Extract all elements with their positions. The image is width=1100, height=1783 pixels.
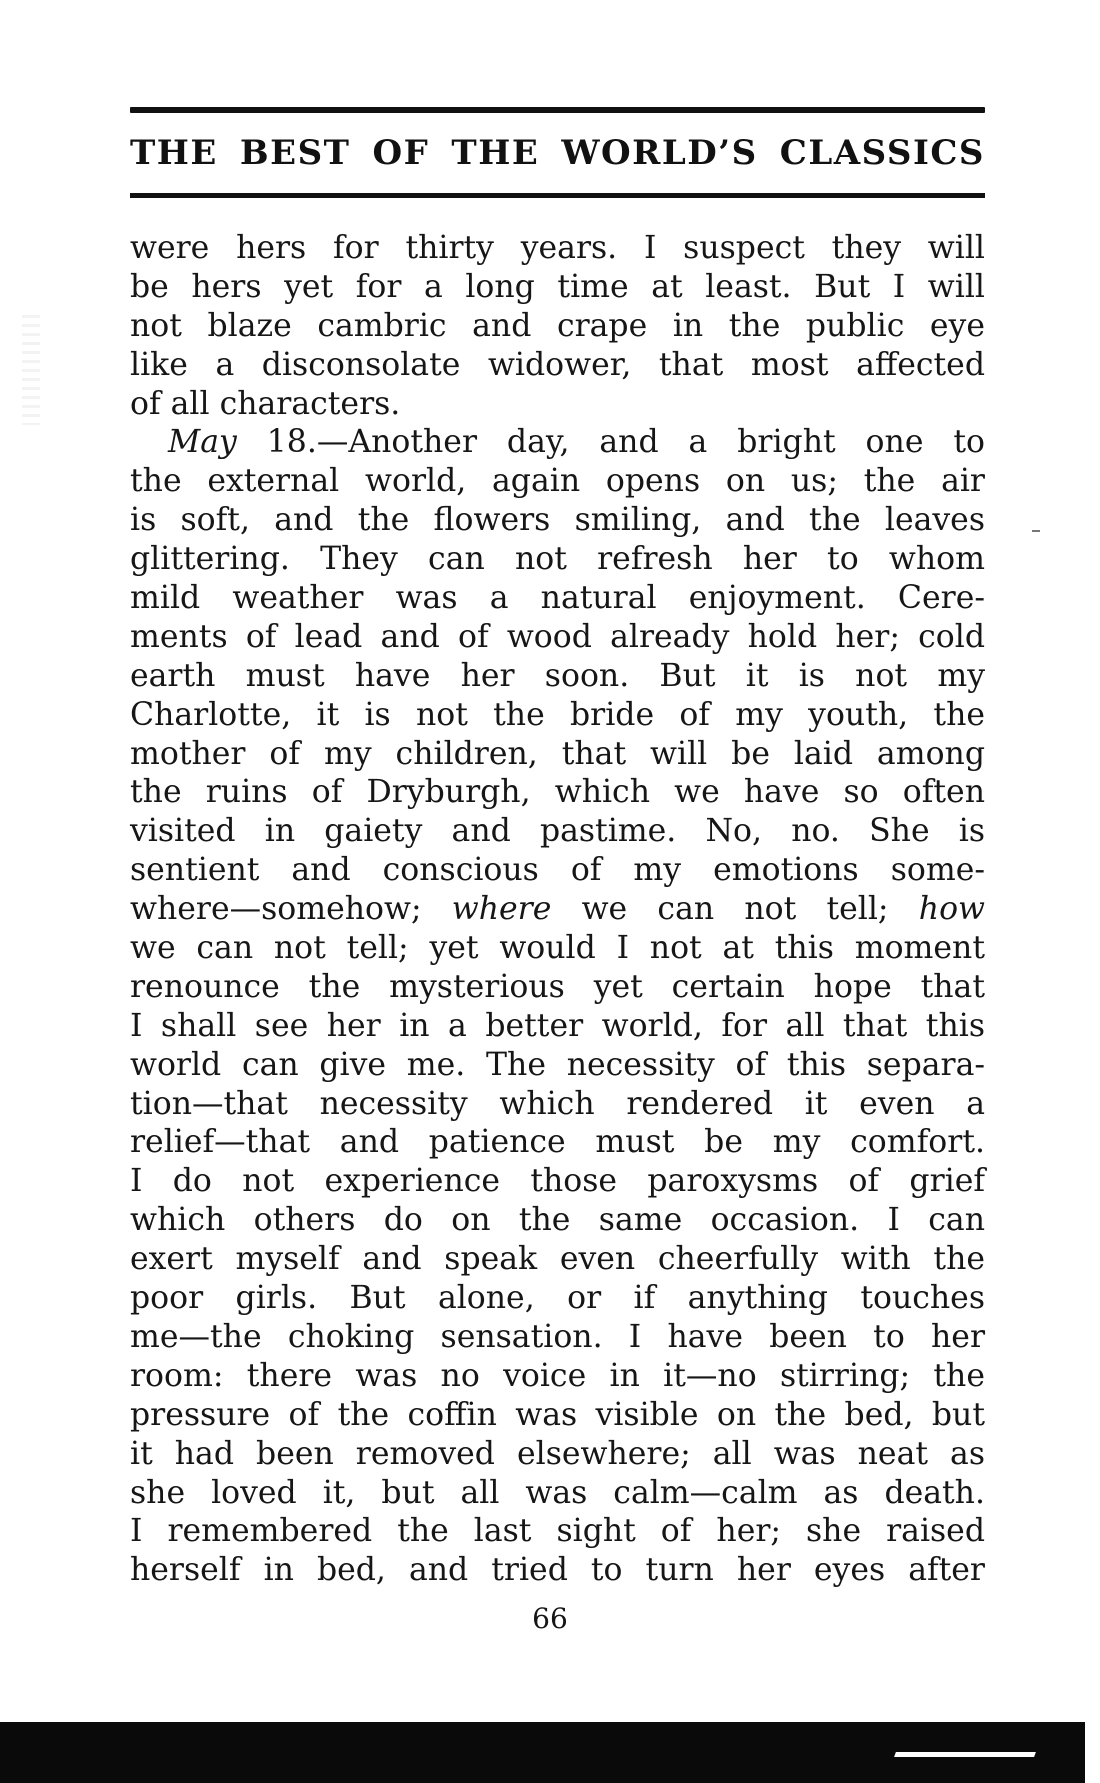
text-line: renounce the mysterious yet certain hope that	[130, 968, 985, 1005]
text-line: mother of my children, that will be laid among	[130, 735, 985, 772]
text-line: it had been removed elsewhere; all was neat as	[130, 1435, 985, 1472]
running-head: THE BEST OF THE WORLD’S CLASSICS	[130, 133, 985, 173]
text-line: visited in gaiety and pastime. No, no. She is	[130, 813, 985, 850]
text-line: of all characters.	[130, 385, 401, 422]
text-line: I do not experience those paroxysms of grief	[130, 1163, 985, 1200]
body-text	[130, 229, 985, 1590]
scan-mark	[1032, 530, 1040, 532]
text-line: which others do on the same occasion. I can	[130, 1202, 985, 1239]
text-line: tion—that necessity which rendered it even a	[130, 1085, 985, 1122]
text-line: mild weather was a natural enjoyment. Cere-	[130, 580, 985, 617]
line-segment: we can not tell;	[551, 891, 919, 928]
text-line: exert myself and speak even cheerfully with the	[130, 1241, 985, 1278]
text-line: be hers yet for a long time at least. But I will	[130, 268, 985, 305]
text-line: pressure of the coffin was visible on the bed, but	[130, 1396, 985, 1433]
text-line-entry-start	[130, 423, 985, 462]
page-number: 66	[532, 1602, 568, 1635]
text-line: she loved it, but all was calm—calm as death.	[130, 1474, 985, 1511]
text-line-italic-mix	[130, 890, 985, 929]
text-line: herself in bed, and tried to turn her eyes after	[130, 1552, 985, 1589]
text-line: world can give me. The necessity of this separa-	[130, 1046, 985, 1083]
scan-streak	[894, 1752, 1036, 1757]
text-line: the ruins of Dryburgh, which we have so often	[130, 774, 985, 811]
text-line: me—the choking sensation. I have been to her	[130, 1318, 985, 1355]
header-rule-top	[130, 107, 985, 113]
header-rule-bottom	[130, 193, 985, 198]
italic-word-where: where	[451, 891, 552, 928]
line-segment: where—somehow;	[130, 891, 452, 928]
entry-line-text: 18.—Another day, and a bright one to	[236, 424, 985, 461]
text-line: glittering. They can not refresh her to whom	[130, 541, 985, 578]
text-line: poor girls. But alone, or if anything touches	[130, 1280, 985, 1317]
text-line: relief—that and patience must be my comfort.	[130, 1124, 985, 1161]
text-line: ments of lead and of wood already hold her; cold	[130, 618, 985, 655]
italic-word-how: how	[918, 891, 985, 928]
scan-smudge	[22, 315, 40, 425]
text-line: earth must have her soon. But it is not my	[130, 657, 985, 694]
text-line: room: there was no voice in it—no stirring; the	[130, 1357, 985, 1394]
text-line: like a disconsolate widower, that most affected	[130, 346, 985, 383]
text-line: the external world, again opens on us; the air	[130, 463, 985, 500]
text-line: were hers for thirty years. I suspect they will	[130, 230, 985, 266]
text-line: we can not tell; yet would I not at this moment	[130, 930, 985, 967]
text-line: I remembered the last sight of her; she raised	[130, 1513, 985, 1550]
text-line: is soft, and the flowers smiling, and the leaves	[130, 502, 985, 539]
text-line: sentient and conscious of my emotions some-	[130, 852, 985, 889]
text-line: not blaze cambric and crape in the public eye	[130, 307, 985, 344]
text-line: Charlotte, it is not the bride of my youth, the	[130, 696, 985, 733]
text-line: I shall see her in a better world, for all that this	[130, 1007, 985, 1044]
entry-month: May	[168, 424, 237, 461]
